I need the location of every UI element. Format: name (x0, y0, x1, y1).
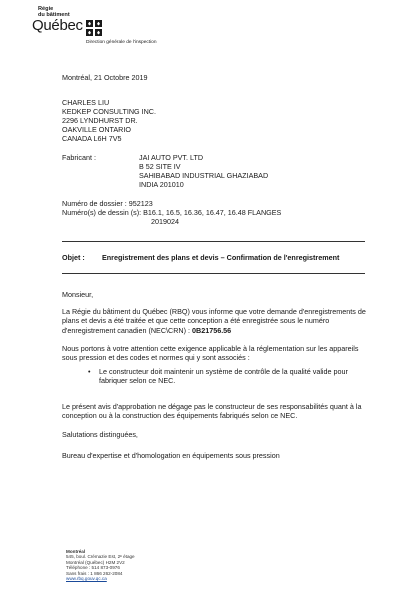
footer-phone: Téléphone : 514 873-0976 (66, 565, 120, 571)
logo-block (32, 6, 83, 34)
footer-website-link[interactable]: www.rbq.gouv.qc.ca (66, 576, 107, 582)
paragraph-text: La Régie du bâtiment du Québec (RBQ) vous informe que votre demande d'enregistrements de plans et devis a été traitée et que cette conception a été enregistrée sous le numéro d'enregistrement canadien (NEC\CRN) : (62, 307, 366, 335)
department-name: Direction générale de l'inspection (86, 40, 157, 45)
closing: Salutations distinguées, (62, 430, 138, 439)
logo-org-name: Québec (32, 17, 83, 34)
footer-line: Montréal (Québec) H2M 2V2 (66, 559, 125, 565)
logo-org-line2: du bâtiment (38, 12, 70, 18)
subject-label: Objet : (62, 253, 85, 262)
footer-line: 545, boul. Crémazie Est, 2ᵉ étage (66, 554, 135, 560)
bullet-icon: • (88, 367, 91, 376)
manufacturer-line: B 52 SITE IV (139, 162, 181, 171)
logo-org-line1: Régie (38, 6, 54, 12)
recipient-line: 2296 LYNDHURST DR. (62, 116, 138, 125)
manufacturer-address (139, 153, 268, 189)
recipient-line: CHARLES LIU (62, 98, 110, 107)
footer-address (66, 549, 135, 581)
footer-city: Montréal (66, 549, 86, 554)
signature-office: Bureau d'expertise et d'homologation en équipements sous pression (62, 451, 280, 460)
salutation: Monsieur, (62, 290, 94, 299)
quebec-flag-icon (86, 20, 103, 37)
subject-rule-top (62, 241, 365, 242)
drawing-numbers-cont: 2019024 (151, 217, 179, 226)
subject-text: Enregistrement des plans et devis – Confirmation de l'enregistrement (102, 253, 340, 262)
recipient-address (62, 98, 156, 143)
drawing-numbers: Numéro(s) de dessin (s): B16.1, 16.5, 16.36, 16.47, 16.48 FLANGES (62, 208, 282, 217)
footer-tollfree: Sans frais : 1 866 262-2084 (66, 570, 123, 576)
recipient-line: OAKVILLE ONTARIO (62, 125, 131, 134)
recipient-line: CANADA L6H 7V5 (62, 134, 122, 143)
file-number: Numéro de dossier : 952123 (62, 199, 153, 208)
manufacturer-line: INDIA 201010 (139, 180, 184, 189)
paragraph-requirement: Nous portons à votre attention cette exigence applicable à la réglementation sur les appareils sous pression et des codes et normes qui y sont associés : (62, 344, 359, 363)
paragraph-registration (62, 307, 368, 335)
letter-date: Montréal, 21 Octobre 2019 (62, 73, 148, 82)
subject-rule-bottom (62, 273, 365, 274)
manufacturer-line: JAI AUTO PVT. LTD (139, 153, 204, 162)
manufacturer-line: SAHIBABAD INDUSTRIAL GHAZIABAD (139, 171, 269, 180)
paragraph-responsibility: Le présent avis d'approbation ne dégage pas le constructeur de ses responsabilités quant à la conception ou à la construction des équipements fabriqués selon ce NEC. (62, 402, 362, 421)
manufacturer-label: Fabricant : (62, 153, 96, 162)
crn-number: 0B21756.56 (192, 325, 232, 335)
bullet-text: Le constructeur doit maintenir un système de contrôle de la qualité valide pour fabriquer selon ce NEC. (99, 367, 348, 386)
recipient-line: KEDKEP CONSULTING INC. (62, 107, 156, 116)
